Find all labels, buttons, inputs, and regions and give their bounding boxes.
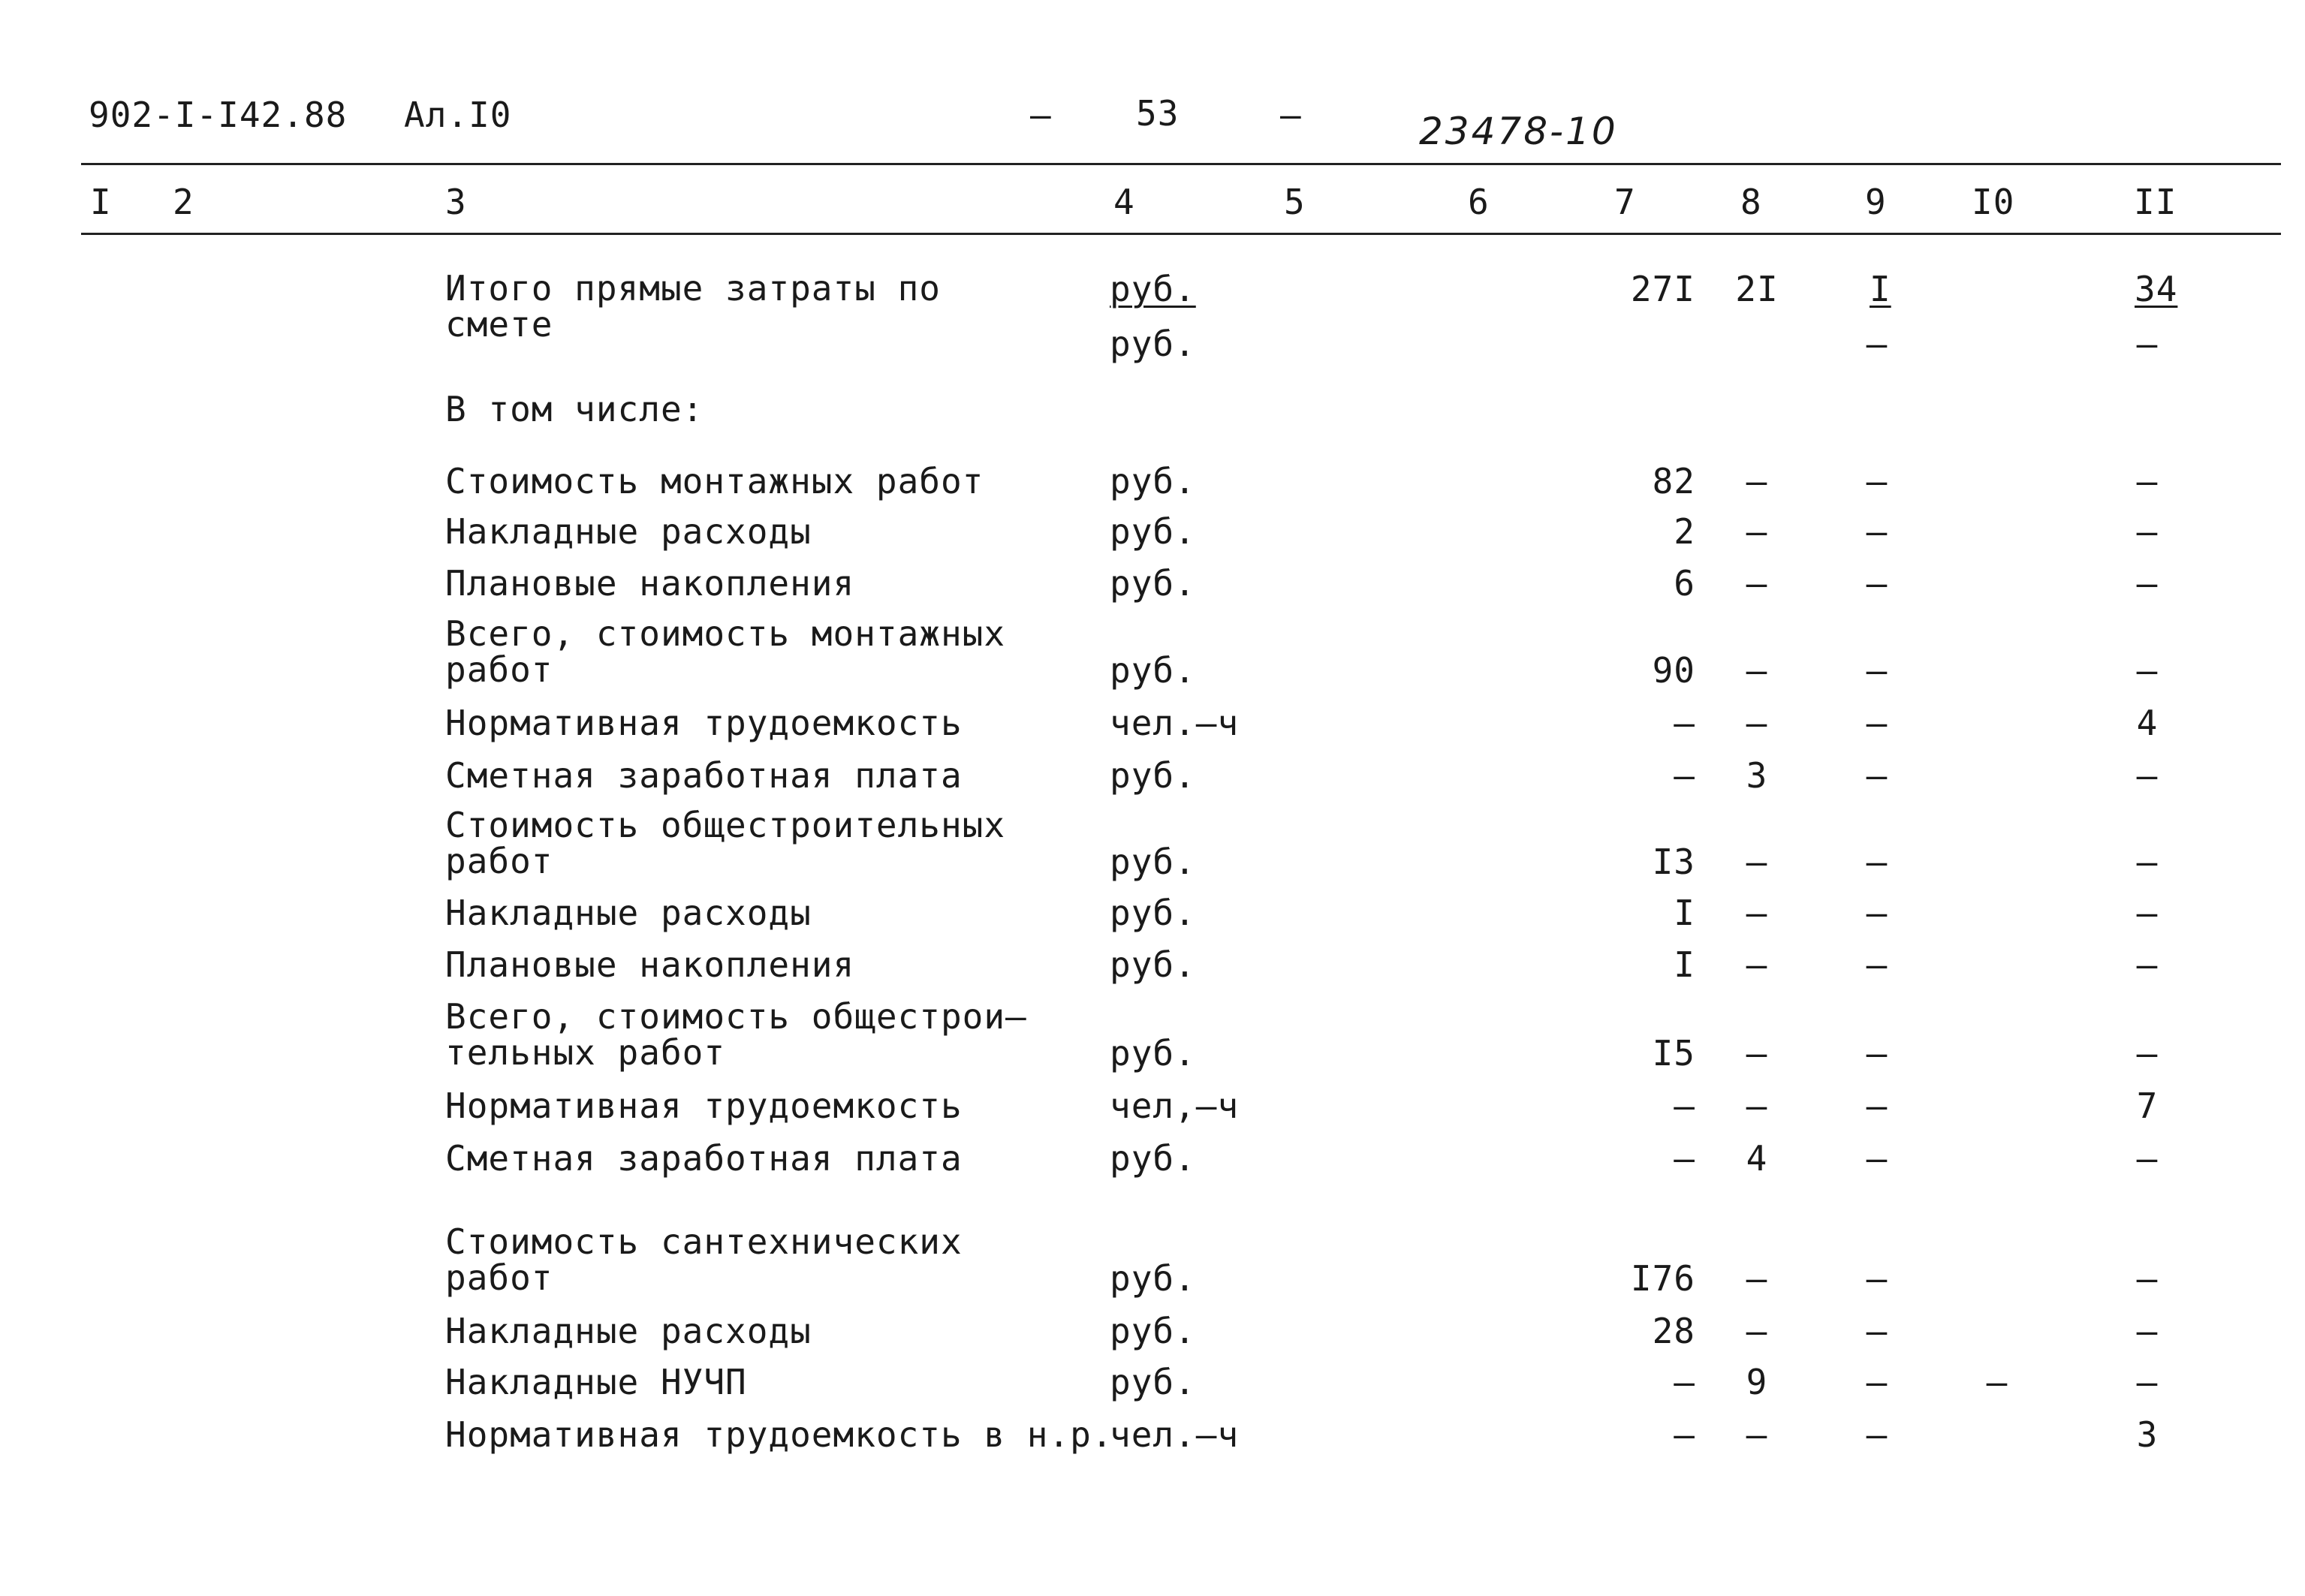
column-number: II xyxy=(2134,182,2177,222)
row-col9: – xyxy=(1866,1258,1888,1299)
row-col9: – xyxy=(1866,703,1888,743)
row-col8: – xyxy=(1746,1086,1768,1126)
total-col11-second: – xyxy=(2136,324,2159,364)
row-col8: – xyxy=(1746,893,1768,933)
row-unit: руб. xyxy=(1110,511,1196,552)
row-col9: – xyxy=(1866,563,1888,604)
total-label: Итого прямые затраты по смете xyxy=(445,268,941,345)
row-unit: руб. xyxy=(1110,1138,1196,1179)
row-col7: – xyxy=(1674,1414,1695,1455)
row-col7: – xyxy=(1674,703,1695,743)
row-col11: – xyxy=(2136,511,2159,552)
page-number: 53 xyxy=(1136,93,1180,134)
row-label: Нормативная трудоемкость в н.р. xyxy=(445,1414,1113,1455)
row-col8: 9 xyxy=(1746,1362,1768,1402)
row-unit: руб. xyxy=(1110,461,1196,501)
total-col7: 27I xyxy=(1630,269,1695,309)
row-label: Сметная заработная плата xyxy=(445,755,963,796)
row-label: Стоимость общестроительных работ xyxy=(445,805,1006,881)
row-unit: руб. xyxy=(1110,893,1196,933)
row-col7: I76 xyxy=(1630,1258,1695,1299)
handwritten-number: 23478-10 xyxy=(1419,110,1618,153)
row-col9: – xyxy=(1866,1414,1888,1455)
row-col8: – xyxy=(1746,703,1768,743)
total-col8: 2I xyxy=(1735,269,1779,309)
row-col7: 28 xyxy=(1652,1311,1695,1351)
row-unit: чел,–ч xyxy=(1110,1086,1240,1126)
row-unit: руб. xyxy=(1110,755,1196,796)
row-col11: – xyxy=(2136,650,2159,691)
row-col7: I xyxy=(1674,893,1695,933)
column-number: 4 xyxy=(1113,182,1135,222)
row-unit: руб. xyxy=(1110,1033,1196,1074)
row-label: Накладные расходы xyxy=(445,511,812,552)
row-col11: – xyxy=(2136,1362,2159,1402)
row-unit: чел.–ч xyxy=(1110,1414,1240,1455)
row-unit: руб. xyxy=(1110,563,1196,604)
row-col11: – xyxy=(2136,1033,2159,1074)
row-label: Всего, стоимость общестрои–тельных работ xyxy=(445,996,1027,1073)
row-col7: – xyxy=(1674,1086,1695,1126)
row-col11: – xyxy=(2136,563,2159,604)
row-col9: – xyxy=(1866,1311,1888,1351)
row-label: Стоимость монтажных работ xyxy=(445,461,984,501)
row-col9: – xyxy=(1866,944,1888,985)
row-label: Плановые накопления xyxy=(445,563,855,604)
row-col8: – xyxy=(1746,461,1768,501)
row-col8: – xyxy=(1746,1311,1768,1351)
row-label: Сметная заработная плата xyxy=(445,1138,963,1179)
header-rule-bottom xyxy=(81,233,2281,235)
row-label: Накладные расходы xyxy=(445,893,812,933)
header-rule-top xyxy=(81,163,2281,165)
row-col11: – xyxy=(2136,1258,2159,1299)
row-col11: 4 xyxy=(2136,703,2159,743)
row-col7: 6 xyxy=(1674,563,1695,604)
row-unit: руб. xyxy=(1110,1311,1196,1351)
row-col11: – xyxy=(2136,893,2159,933)
row-unit: чел.–ч xyxy=(1110,703,1240,743)
row-col11: – xyxy=(2136,755,2159,796)
total-unit-1: руб. xyxy=(1110,269,1196,309)
row-unit: руб. xyxy=(1110,650,1196,691)
row-col9: – xyxy=(1866,842,1888,882)
row-col8: – xyxy=(1746,1033,1768,1074)
row-col7: – xyxy=(1674,1138,1695,1179)
row-unit: руб. xyxy=(1110,944,1196,985)
page-dash-right: – xyxy=(1280,95,1302,135)
row-label: Нормативная трудоемкость xyxy=(445,1086,963,1126)
row-col9: – xyxy=(1866,1033,1888,1074)
row-col9: – xyxy=(1866,461,1888,501)
row-col9: – xyxy=(1866,511,1888,552)
row-unit: руб. xyxy=(1110,842,1196,882)
column-number: 9 xyxy=(1865,182,1887,222)
row-col8: – xyxy=(1746,1414,1768,1455)
row-label: Плановые накопления xyxy=(445,944,855,985)
row-unit: руб. xyxy=(1110,1362,1196,1402)
row-col11: – xyxy=(2136,842,2159,882)
column-number: 5 xyxy=(1284,182,1306,222)
row-col10: – xyxy=(1986,1362,2008,1402)
total-col11: 34 xyxy=(2135,269,2178,309)
total-col9-second: – xyxy=(1866,324,1888,364)
sheet-label: Ал.I0 xyxy=(404,95,512,135)
row-label: Накладные расходы xyxy=(445,1311,812,1351)
row-col9: – xyxy=(1866,650,1888,691)
row-col7: 90 xyxy=(1652,650,1695,691)
column-number: 3 xyxy=(445,182,467,222)
row-col8: – xyxy=(1746,563,1768,604)
row-label: Всего, стоимость монтажных работ xyxy=(445,613,1006,690)
row-col9: – xyxy=(1866,1138,1888,1179)
row-unit: руб. xyxy=(1110,1258,1196,1299)
document-code: 902-I-I42.88 xyxy=(89,95,348,135)
total-unit-2: руб. xyxy=(1110,324,1196,364)
row-col7: I3 xyxy=(1652,842,1695,882)
row-col7: I xyxy=(1674,944,1695,985)
subheading: В том числе: xyxy=(445,389,704,429)
total-col9: I xyxy=(1870,269,1891,309)
row-col7: – xyxy=(1674,755,1695,796)
row-col11: – xyxy=(2136,461,2159,501)
row-col9: – xyxy=(1866,893,1888,933)
row-col7: – xyxy=(1674,1362,1695,1402)
row-col9: – xyxy=(1866,1362,1888,1402)
row-label: Стоимость сантехнических работ xyxy=(445,1221,963,1298)
row-col11: – xyxy=(2136,1311,2159,1351)
row-col8: – xyxy=(1746,1258,1768,1299)
row-col8: – xyxy=(1746,650,1768,691)
row-col8: 3 xyxy=(1746,755,1768,796)
column-number: 2 xyxy=(173,182,194,222)
row-col7: I5 xyxy=(1652,1033,1695,1074)
row-col11: 7 xyxy=(2136,1086,2159,1126)
row-col9: – xyxy=(1866,755,1888,796)
column-number: 6 xyxy=(1468,182,1490,222)
row-col7: 82 xyxy=(1652,461,1695,501)
row-col8: 4 xyxy=(1746,1138,1768,1179)
row-label: Нормативная трудоемкость xyxy=(445,703,963,743)
row-col9: – xyxy=(1866,1086,1888,1126)
column-number: 7 xyxy=(1614,182,1636,222)
row-col11: – xyxy=(2136,1138,2159,1179)
row-label: Накладные НУЧП xyxy=(445,1362,747,1402)
column-number: I xyxy=(90,182,112,222)
row-col8: – xyxy=(1746,511,1768,552)
row-col8: – xyxy=(1746,944,1768,985)
page-dash-left: – xyxy=(1030,95,1052,135)
column-number: I0 xyxy=(1972,182,2015,222)
row-col11: 3 xyxy=(2136,1414,2159,1455)
row-col7: 2 xyxy=(1674,511,1695,552)
row-col11: – xyxy=(2136,944,2159,985)
row-col8: – xyxy=(1746,842,1768,882)
column-number: 8 xyxy=(1740,182,1762,222)
